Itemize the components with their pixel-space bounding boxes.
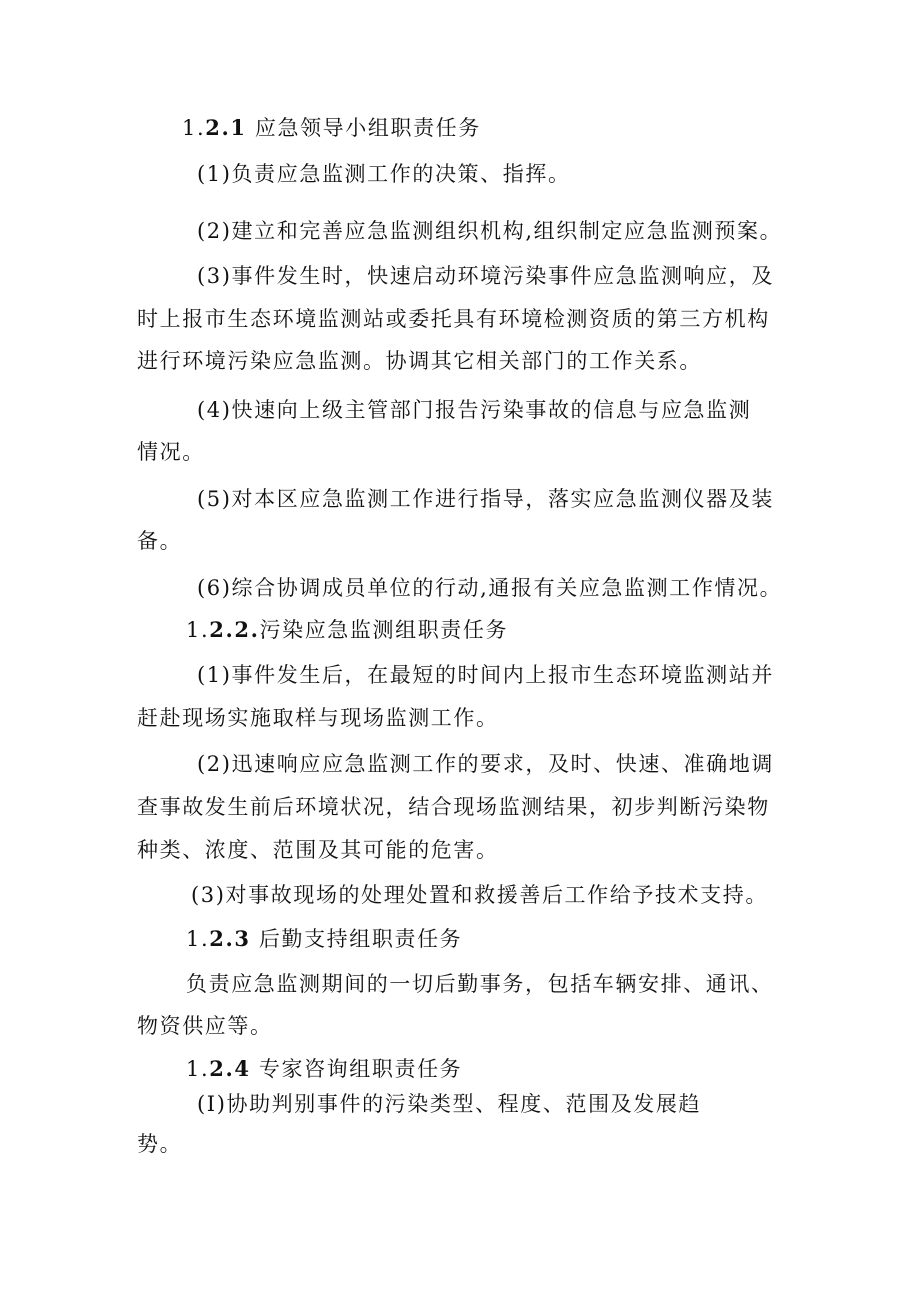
heading-prefix: 1.	[182, 116, 206, 140]
paragraph-line: (5)对本区应急监测工作进行指导，落实应急监测仪器及装	[197, 487, 774, 511]
heading-1-2-4	[186, 1055, 462, 1083]
paragraph-line: (6)综合协调成员单位的行动,通报有关应急监测工作情况。	[197, 576, 783, 600]
paragraph-line: 时上报市生态环境监测站或委托具有环境检测资质的第三方机构	[137, 307, 770, 331]
paragraph-line: (1)事件发生后，在最短的时间内上报市生态环境监测站并	[197, 663, 774, 687]
paragraph-line: 负责应急监测期间的一切后勤事务，包括车辆安排、通讯、	[186, 972, 774, 996]
paragraph-line: (1)负责应急监测工作的决策、指挥。	[197, 162, 571, 186]
heading-prefix: 1.	[186, 1057, 210, 1081]
heading-title: 后勤支持组职责任务	[258, 927, 463, 951]
paragraph-line: (2)迅速响应应急监测工作的要求，及时、快速、准确地调	[197, 752, 774, 776]
paragraph-line: (I)协助判别事件的污染类型、程度、范围及发展趋	[197, 1092, 702, 1116]
paragraph-line: 赶赴现场实施取样与现场监测工作。	[137, 706, 499, 730]
heading-prefix: 1.	[186, 618, 210, 642]
heading-1-2-1	[182, 114, 481, 142]
heading-number: 2.1	[205, 115, 247, 140]
paragraph-line: 进行环境污染应急监测。协调其它相关部门的工作关系。	[137, 349, 702, 373]
paragraph-line: 势。	[137, 1132, 183, 1156]
paragraph-line: 备。	[137, 529, 183, 553]
paragraph-line: (3)对事故现场的处理处置和救援善后工作给予技术支持。	[191, 883, 768, 907]
paragraph-line: (2)建立和完善应急监测组织机构,组织制定应急监测预案。	[197, 219, 783, 243]
heading-1-2-2	[186, 616, 508, 644]
heading-title: 污染应急监测组职责任务	[259, 618, 509, 642]
paragraph-line: (4)快速向上级主管部门报告污染事故的信息与应急监测	[197, 398, 752, 422]
heading-number: 2.2.	[209, 617, 260, 642]
paragraph-line: 种类、浓度、范围及其可能的危害。	[137, 838, 499, 862]
heading-number: 2.3	[209, 926, 251, 951]
paragraph-line: 查事故发生前后环境状况，结合现场监测结果，初步判断污染物	[137, 795, 770, 819]
paragraph-line: 物资供应等。	[137, 1014, 273, 1038]
heading-title: 应急领导小组职责任务	[254, 116, 481, 140]
heading-number: 2.4	[209, 1056, 251, 1081]
paragraph-line: 情况。	[137, 440, 205, 464]
heading-title: 专家咨询组职责任务	[258, 1057, 463, 1081]
heading-prefix: 1.	[186, 927, 210, 951]
paragraph-line: (3)事件发生时，快速启动环境污染事件应急监测响应，及	[197, 264, 774, 288]
heading-1-2-3	[186, 925, 462, 953]
